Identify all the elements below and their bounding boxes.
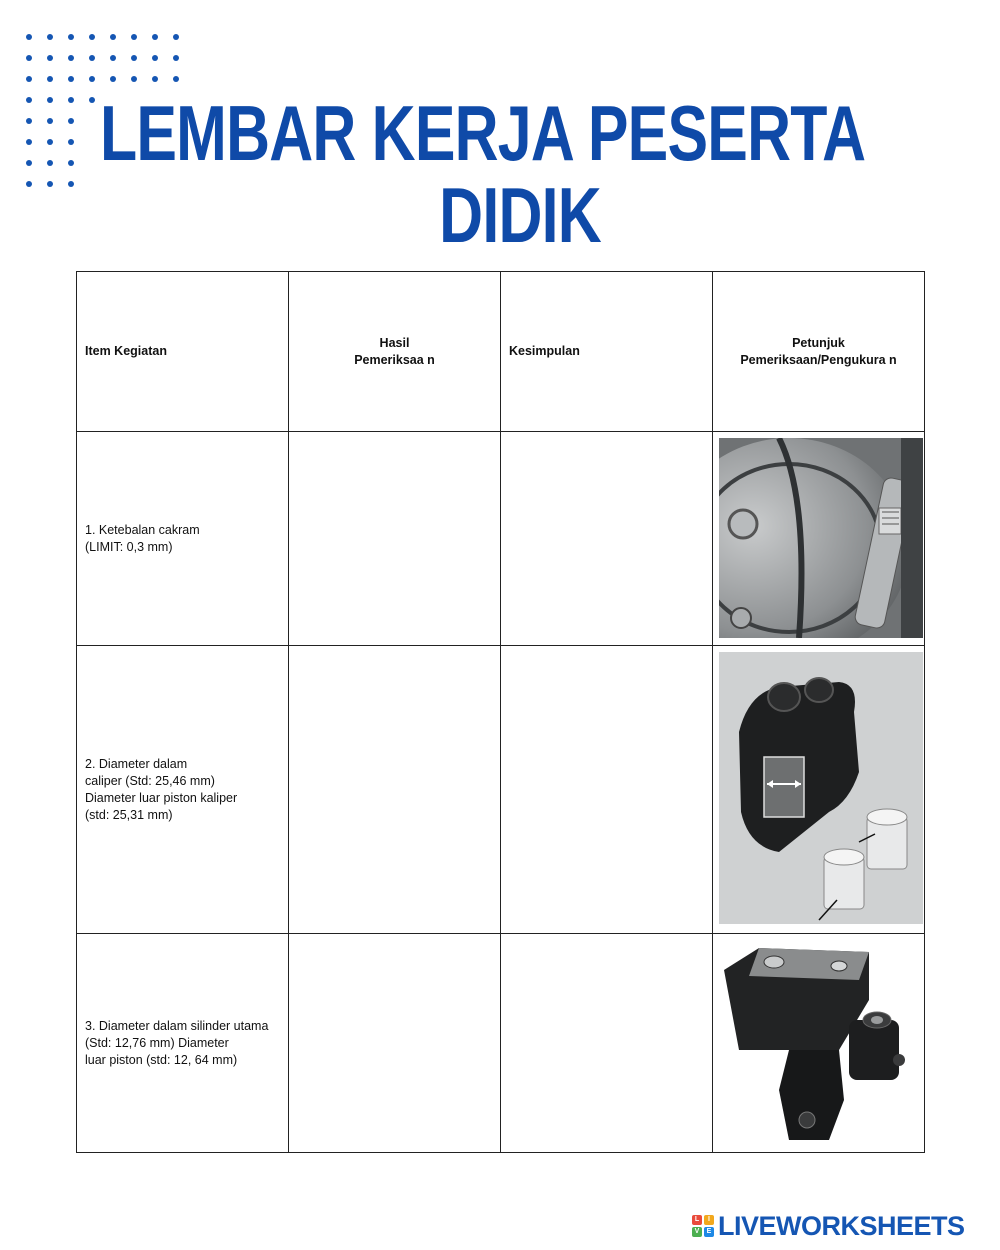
decorative-dot [173, 76, 179, 82]
decorative-dot [47, 76, 53, 82]
decorative-dot [110, 55, 116, 61]
decorative-dot [26, 34, 32, 40]
decorative-dot [26, 97, 32, 103]
logo-letter-v: V [692, 1227, 702, 1237]
decorative-dot [173, 55, 179, 61]
item-cell-2: 2. Diameter dalam caliper (Std: 25,46 mm) Diameter luar piston kaliper (std: 25,31 mm) [77, 646, 289, 934]
table-row [77, 646, 925, 934]
petunjuk-image-cell-3 [713, 934, 925, 1153]
decorative-dot [47, 55, 53, 61]
decorative-dot [110, 34, 116, 40]
worksheet-table [76, 271, 925, 1153]
decorative-dot [68, 76, 74, 82]
petunjuk-image-cell-1 [713, 432, 925, 646]
decorative-dot [68, 118, 74, 124]
decorative-dot [26, 55, 32, 61]
table-header-row [77, 272, 925, 432]
decorative-dot [47, 139, 53, 145]
decorative-dot [152, 76, 158, 82]
decorative-dot [26, 139, 32, 145]
decorative-dot [47, 181, 53, 187]
decorative-dot [26, 118, 32, 124]
decorative-dot [68, 97, 74, 103]
master-cylinder-photo [719, 940, 923, 1146]
liveworksheets-logo-icon [692, 1215, 714, 1237]
logo-letter-e: E [704, 1227, 714, 1237]
disc-thickness-micrometer-photo [719, 438, 923, 638]
header-hasil-pemeriksaan: Hasil Pemeriksaa n [289, 272, 501, 432]
hasil-input-cell-3[interactable] [289, 934, 501, 1153]
decorative-dot [173, 34, 179, 40]
decorative-dot [47, 160, 53, 166]
decorative-dot [68, 181, 74, 187]
decorative-dot [68, 55, 74, 61]
decorative-dot [152, 55, 158, 61]
decorative-dot [68, 139, 74, 145]
header-item-kegiatan: Item Kegiatan [77, 272, 289, 432]
title-line-1: LEMBAR KERJA PESERTA [100, 89, 866, 177]
decorative-dot [89, 76, 95, 82]
logo-letter-l: L [692, 1215, 702, 1225]
decorative-dot [110, 76, 116, 82]
table-row [77, 934, 925, 1153]
header-petunjuk: Petunjuk Pemeriksaan/Pengukura n [713, 272, 925, 432]
page-title [100, 89, 866, 259]
logo-text: LIVEWORKSHEETS [718, 1210, 965, 1241]
decorative-dot [89, 97, 95, 103]
decorative-dot [131, 76, 137, 82]
decorative-dot [47, 34, 53, 40]
kesimpulan-input-cell-3[interactable] [501, 934, 713, 1153]
decorative-dot [68, 160, 74, 166]
title-line-2: DIDIK [439, 171, 601, 259]
caliper-and-piston-photo [719, 652, 923, 924]
hasil-input-cell-2[interactable] [289, 646, 501, 934]
header-kesimpulan: Kesimpulan [501, 272, 713, 432]
decorative-dot [131, 34, 137, 40]
item-cell-1: 1. Ketebalan cakram (LIMIT: 0,3 mm) [77, 432, 289, 646]
decorative-dot [68, 34, 74, 40]
kesimpulan-input-cell-1[interactable] [501, 432, 713, 646]
decorative-dot [89, 55, 95, 61]
kesimpulan-input-cell-2[interactable] [501, 646, 713, 934]
decorative-dot [131, 55, 137, 61]
petunjuk-image-cell-2 [713, 646, 925, 934]
decorative-dot [89, 34, 95, 40]
decorative-dot [26, 160, 32, 166]
decorative-dot [26, 181, 32, 187]
liveworksheets-logo [692, 1210, 965, 1242]
logo-letter-i: I [704, 1215, 714, 1225]
item-cell-3: 3. Diameter dalam silinder utama (Std: 12,76 mm) Diameter luar piston (std: 12, 64 mm) [77, 934, 289, 1153]
decorative-dot [47, 118, 53, 124]
table-row [77, 432, 925, 646]
decorative-dot [47, 97, 53, 103]
hasil-input-cell-1[interactable] [289, 432, 501, 646]
decorative-dot [26, 76, 32, 82]
decorative-dot [152, 34, 158, 40]
